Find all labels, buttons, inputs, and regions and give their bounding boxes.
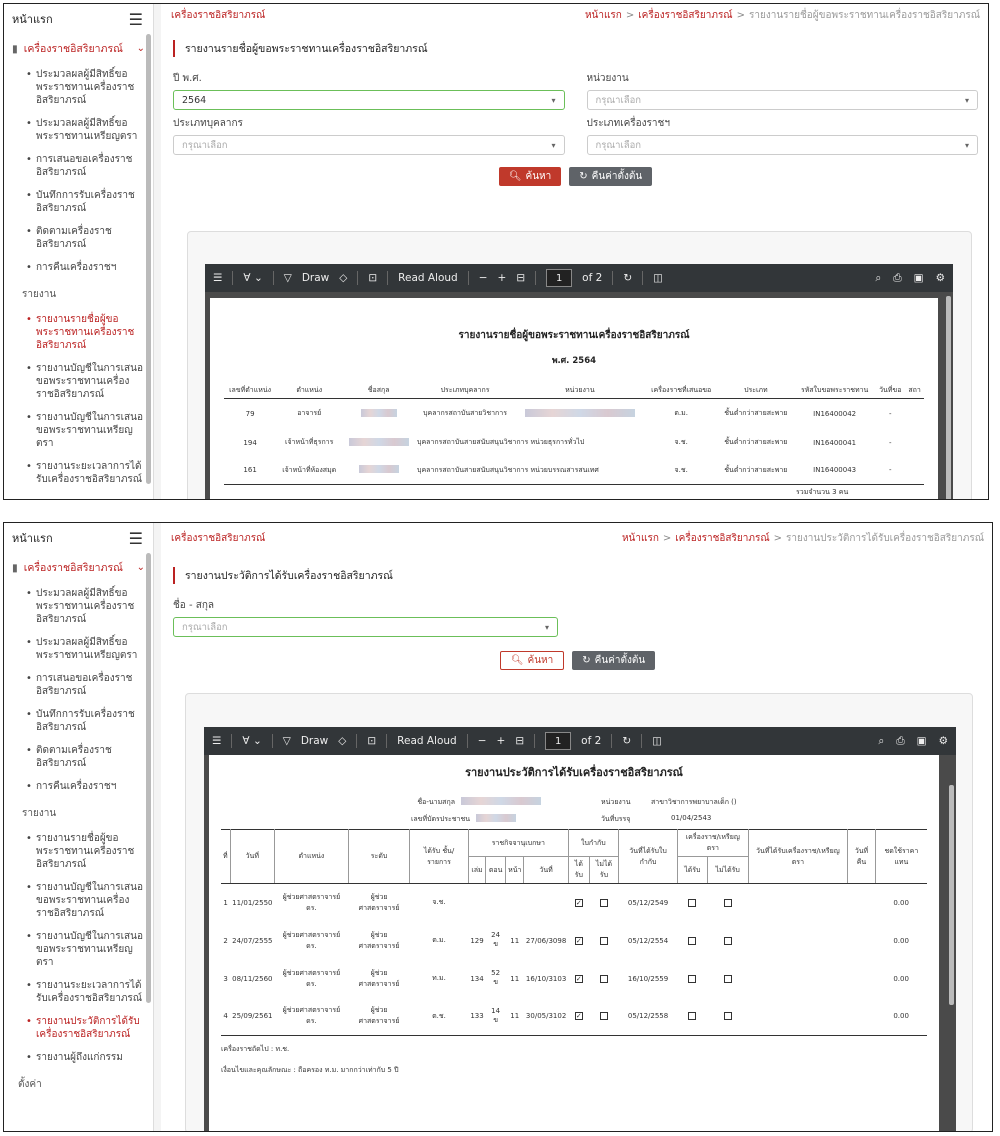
checkbox-unchecked (600, 1012, 608, 1020)
search-icon[interactable]: ⌕ (878, 734, 885, 747)
panel-title: รายงานประวัติการได้รับเครื่องราชอิสริยาภรณ์ (173, 567, 982, 584)
sidebar-item[interactable]: • การเสนอขอเครื่องราชอิสริยาภรณ์ (26, 673, 133, 697)
contents-icon[interactable]: ☰ (213, 272, 223, 284)
next-decoration-note: เครื่องราชถัดไป : ท.ช. (221, 1045, 290, 1053)
eraser-icon[interactable]: ◇ (338, 735, 347, 747)
sidebar-section-settings: ตั้งค่า (18, 1079, 42, 1090)
sidebar (4, 4, 154, 499)
two-page-icon[interactable]: ◫ (652, 735, 663, 747)
chevron-down-icon: ⌄ (136, 562, 145, 573)
main-content (161, 523, 992, 1131)
sidebar-item[interactable]: • ประมวลผลผู้มีสิทธิ์ขอพระราชทานเหรียญตรา (26, 637, 138, 661)
checkbox-checked (575, 937, 583, 945)
decoration-type-select[interactable]: กรุณาเลือก ▾ (587, 135, 979, 155)
panel-title: รายงานรายชื่อผู้ขอพระราชทานเครื่องราชอิสริยาภรณ์ (173, 40, 978, 57)
screenshot-1 (3, 3, 989, 500)
settings-icon[interactable]: ⚙ (935, 271, 945, 284)
report-year: พ.ศ. 2564 (551, 356, 597, 366)
chevron-down-icon: ⌄ (136, 43, 145, 54)
sidebar-group-decorations[interactable] (4, 34, 153, 63)
page-count: of 2 (581, 735, 602, 747)
checkbox-unchecked (724, 1012, 732, 1020)
breadcrumb-home[interactable]: หน้าแรก (621, 532, 659, 544)
draw-button[interactable]: Draw (300, 735, 329, 747)
sidebar-item[interactable]: • รายงานบัญชีในการเสนอขอพระราชทานเครื่องราชอิสริยาภรณ์ (26, 363, 143, 400)
checkbox-unchecked (600, 975, 608, 983)
col-header: วันที่ขอ (879, 386, 902, 394)
main-content (161, 4, 988, 499)
sidebar-item-active[interactable]: • รายงานรายชื่อผู้ขอพระราชทานเครื่องราชอิสริยาภรณ์ (26, 314, 135, 351)
sidebar-item[interactable]: • บันทึกการรับเครื่องราชอิสริยาภรณ์ (26, 190, 135, 214)
sidebar-item[interactable]: • ประมวลผลผู้มีสิทธิ์ขอพระราชทานเหรียญตรา (26, 118, 138, 142)
checkbox-unchecked (688, 899, 696, 907)
text-icon[interactable]: ⊡ (368, 272, 378, 284)
pdf-scrollbar[interactable] (946, 296, 951, 500)
col-header: รหัสใบขอพระราชทาน (800, 386, 869, 394)
sidebar-item[interactable]: • รายงานระยะเวลาการได้รับเครื่องราชอิสริยาภรณ์ (26, 980, 143, 1004)
draw-button[interactable]: Draw (301, 272, 330, 284)
sidebar-item[interactable]: • การเสนอขอเครื่องราชอิสริยาภรณ์ (26, 154, 133, 178)
zoom-out-icon[interactable]: − (478, 272, 488, 284)
save-icon[interactable]: ▣ (913, 271, 924, 284)
staff-type-select[interactable]: กรุณาเลือก ▾ (173, 135, 565, 155)
sidebar-group-decorations[interactable] (4, 553, 153, 582)
clipboard-icon: ▮ (12, 42, 18, 55)
breadcrumb-home[interactable]: หน้าแรก (584, 9, 622, 21)
search-button[interactable]: 🔍︎ ค้นหา (499, 167, 561, 186)
breadcrumb: หน้าแรก > เครื่องราชอิสริยาภรณ์ > รายงานรายชื่อผู้ขอพระราชทานเครื่องราชอิสริยาภรณ์ (584, 9, 980, 21)
checkbox-checked (575, 899, 583, 907)
sidebar-section-report: รายงาน (22, 808, 57, 819)
sidebar-item[interactable]: • ประมวลผลผู้มีสิทธิ์ขอพระราชทานเครื่องราชอิสริยาภรณ์ (26, 588, 135, 625)
contents-icon[interactable]: ☰ (212, 735, 222, 747)
fit-page-icon[interactable]: ⊟ (515, 735, 525, 747)
start-field-label: วันที่บรรจุ (601, 815, 631, 823)
start-field-value: 01/04/2543 (671, 814, 712, 822)
breadcrumb-current: รายงานประวัติการได้รับเครื่องราชอิสริยาภรณ์ (786, 532, 984, 544)
breadcrumb-mid[interactable]: เครื่องราชอิสริยาภรณ์ (638, 9, 733, 21)
reset-button[interactable]: ↻ คืนค่าตั้งต้น (569, 167, 652, 186)
page-count: of 2 (582, 272, 603, 284)
condition-note: เงื่อนไขและคุณลักษณะ : ถือครอง ท.ม. มากกว่าเท่ากับ 5 ปี (221, 1066, 399, 1074)
checkbox-unchecked (600, 899, 608, 907)
pdf-toolbar (205, 264, 953, 292)
breadcrumb: หน้าแรก > เครื่องราชอิสริยาภรณ์ > รายงานประวัติการได้รับเครื่องราชอิสริยาภรณ์ (621, 532, 984, 544)
pdf-page (210, 298, 938, 500)
eraser-icon[interactable]: ◇ (339, 272, 348, 284)
sidebar-item[interactable]: • รายงานระยะเวลาการได้รับเครื่องราชอิสริยาภรณ์ (26, 461, 143, 485)
redacted-name (361, 409, 397, 417)
history-table: ที่ วันที่ ตำแหน่ง ระดับ ได้รับ ชั้น/รายการ ราชกิจจานุเบกษา ใบกำกับ วันที่ได้รับใบกำกับ เครื่องราช/เหรียญตรา วันที่ได้รับเครื่องราช/เหรียญตรา วันที่คืน ชดใช้ราคาแทน เล่ม ตอน หน้า วันที่ ได้รับ ไม่ได้รับ ได้รับ ไม่ได้รับ 1 11/01/2550 ผู้ช่วยศาสตราจารย์ ดร. ผู้ช่วยศาสตราจารย์ จ.ช. ✓ 05/12/2549 0.00 2 24/07/2555 ผู้ช่วยศาสตราจารย์ ดร. ผู้ช่วยศาสตราจารย์ ต.ม. 129 24 ข 11 27/06/3098 ✓ 05/12/2554 0.00 3 08/11/2560 ผู้ช่วยศาสตราจารย์ ดร. ผู้ช่วยศาสตราจารย์ ท.ม. 134 52 ข 11 16/10/3103 ✓ 16/10/2559 0.00 4 25/09/2561 ผู้ช่วยศาสตราจารย์ ดร. ผู้ช่วยศาสตราจารย์ ต.ช. 133 14 ข 11 30/05/3102 ✓ 05/12/2558 0.00 (221, 829, 927, 1036)
year-select[interactable]: 2564 ▾ (173, 90, 565, 110)
page-number-input[interactable]: 1 (546, 269, 572, 287)
redacted-id (476, 814, 516, 822)
screenshot-2 (3, 522, 993, 1132)
reset-button[interactable]: ↻ คืนค่าตั้งต้น (572, 651, 655, 670)
checkbox-unchecked (724, 975, 732, 983)
year-label: ปี พ.ศ. (173, 73, 202, 84)
sidebar-item[interactable]: • ติดตามเครื่องราชอิสริยาภรณ์ (26, 226, 112, 250)
sidebar-group-label: เครื่องราชอิสริยาภรณ์ (23, 562, 123, 574)
staff-type-label: ประเภทบุคลากร (173, 118, 243, 129)
sidebar-item[interactable]: • ติดตามเครื่องราชอิสริยาภรณ์ (26, 745, 112, 769)
hamburger-menu-icon[interactable]: ☰ (128, 9, 143, 29)
page-section-title: เครื่องราชอิสริยาภรณ์ (171, 9, 266, 21)
col-header: เครื่องราชที่เสนอขอ (651, 386, 712, 394)
rotate-icon[interactable]: ↻ (622, 735, 632, 747)
unit-label: หน่วยงาน (586, 73, 629, 84)
unit-field-label: หน่วยงาน (601, 798, 631, 806)
checkbox-unchecked (600, 937, 608, 945)
sidebar-item[interactable]: • รายงานบัญชีในการเสนอขอพระราชทานเหรียญตรา (26, 931, 143, 968)
settings-icon[interactable]: ⚙ (938, 734, 948, 747)
col-header: เลขที่ตำแหน่ง (229, 386, 272, 394)
topbar (161, 4, 988, 26)
chevron-down-icon: ▾ (544, 622, 549, 632)
sidebar-item[interactable]: • การคืนเครื่องราชฯ (26, 781, 117, 792)
report-title: รายงานประวัติการได้รับเครื่องราชอิสริยาภรณ์ (465, 766, 683, 779)
checkbox-checked (575, 1012, 583, 1020)
save-icon[interactable]: ▣ (916, 734, 927, 747)
page-section-title: เครื่องราชอิสริยาภรณ์ (171, 532, 266, 544)
sidebar-scrollbar[interactable] (146, 34, 151, 484)
filter-panel (161, 553, 992, 1132)
redacted-name (359, 465, 399, 473)
chevron-down-icon: ▾ (964, 95, 969, 105)
page-number-input[interactable]: 1 (545, 732, 571, 750)
pdf-document-area (205, 292, 953, 500)
breadcrumb-mid[interactable]: เครื่องราชอิสริยาภรณ์ (675, 532, 770, 544)
sidebar-item[interactable]: • การคืนเครื่องราชฯ (26, 262, 117, 273)
table-row-total: รวมจำนวน 3 คน (224, 485, 924, 501)
name-label: ชื่อ - สกุล (173, 600, 215, 611)
chevron-down-icon: ▾ (964, 140, 969, 150)
table-row: 2 24/07/2555 ผู้ช่วยศาสตราจารย์ ดร. ผู้ช่วยศาสตราจารย์ ต.ม. 129 24 ข 11 27/06/3098 ✓ 05/12/2554 0.00 (221, 922, 927, 960)
sidebar-item[interactable]: • รายงานบัญชีในการเสนอขอพระราชทานเหรียญตรา (26, 412, 143, 449)
unit-select[interactable]: กรุณาเลือก ▾ (587, 90, 979, 110)
sidebar-item[interactable]: • รายงานรายชื่อผู้ขอพระราชทานเครื่องราชอิสริยาภรณ์ (26, 833, 135, 870)
zoom-in-icon[interactable]: + (496, 735, 506, 747)
redacted-name (461, 797, 541, 805)
rotate-icon[interactable]: ↻ (623, 272, 633, 284)
redacted-name (349, 438, 409, 446)
sidebar-item-active[interactable]: • รายงานประวัติการได้รับเครื่องราชอิสริยาภรณ์ (26, 1016, 140, 1040)
report-table (224, 383, 924, 500)
table-row: 1 11/01/2550 ผู้ช่วยศาสตราจารย์ ดร. ผู้ช่วยศาสตราจารย์ จ.ช. ✓ 05/12/2549 0.00 (221, 884, 927, 922)
clipboard-icon: ▮ (12, 561, 18, 574)
col-header: ชื่อสกุล (367, 386, 390, 394)
search-icon: 🔍︎ (510, 655, 524, 666)
sidebar-group-label: เครื่องราชอิสริยาภรณ์ (23, 43, 123, 55)
print-icon[interactable]: ⎙ (896, 734, 905, 747)
two-page-icon[interactable]: ◫ (653, 272, 664, 284)
checkbox-unchecked (688, 1012, 696, 1020)
table-row: 194 เจ้าหน้าที่ธุรการ บุคลากรสถาบันสายสนับสนุนวิชาการ หน่วยธุรการทั่วไป จ.ช. ชั้นต่ำกว่าสายสะพาย IN16400041 - (243, 438, 892, 447)
print-icon[interactable]: ⎙ (893, 271, 902, 284)
zoom-out-icon[interactable]: − (477, 735, 487, 747)
checkbox-unchecked (688, 975, 696, 983)
table-row: 161 เจ้าหน้าที่ห้องสมุด บุคลากรสถาบันสายสนับสนุนวิชาการ หน่วยบรรณสารสนเทศ จ.ช. ชั้นต่ำกว่าสายสะพาย IN16400043 - (224, 457, 924, 485)
col-header: ประเภทบุคลากร (440, 386, 490, 394)
table-row: 79 อาจารย์ บุคลากรสถาบันสายวิชาการ ต.ม. ชั้นต่ำกว่าสายสะพาย IN16400042 - (245, 409, 892, 418)
hamburger-menu-icon[interactable]: ☰ (128, 528, 143, 548)
sidebar-item[interactable]: • บันทึกการรับเครื่องราชอิสริยาภรณ์ (26, 709, 135, 733)
sidebar-item[interactable]: • ประมวลผลผู้มีสิทธิ์ขอพระราชทานเครื่องราชอิสริยาภรณ์ (26, 69, 135, 106)
highlight-icon[interactable]: ∀ ⌄ (243, 272, 263, 284)
col-header: หน่วยงาน (565, 386, 595, 394)
sidebar-home-link[interactable]: หน้าแรก (12, 13, 53, 26)
sidebar-section-report: รายงาน (22, 289, 57, 300)
checkbox-unchecked (724, 899, 732, 907)
decoration-type-label: ประเภทเครื่องราชฯ (586, 118, 670, 129)
id-field-label: เลขที่บัตรประชาชน (410, 815, 470, 823)
pdf-page (209, 755, 939, 1132)
search-icon: 🔍︎ (508, 171, 522, 182)
draw-icon[interactable]: ▽ (283, 272, 292, 284)
read-aloud-button[interactable]: Read Aloud (398, 272, 458, 284)
search-button[interactable]: 🔍︎ ค้นหา (500, 651, 564, 670)
name-field-label: ชื่อ-นามสกุล (417, 798, 455, 806)
chevron-down-icon: ▾ (551, 140, 556, 150)
redacted-unit (525, 409, 635, 417)
highlight-icon[interactable]: ∀ ⌄ (242, 735, 262, 747)
refresh-icon: ↻ (579, 171, 588, 182)
sidebar-item[interactable]: • รายงานผู้ถึงแก่กรรม (26, 1052, 123, 1063)
filter-panel (161, 26, 988, 500)
name-select[interactable]: กรุณาเลือก ▾ (173, 617, 558, 637)
draw-icon[interactable]: ▽ (282, 735, 291, 747)
report-title: รายงานรายชื่อผู้ขอพระราชทานเครื่องราชอิสริยาภรณ์ (458, 330, 690, 341)
zoom-in-icon[interactable]: + (497, 272, 507, 284)
col-header: ตำแหน่ง (296, 386, 323, 394)
checkbox-unchecked (688, 937, 696, 945)
col-header: ประเภท (744, 386, 768, 394)
search-icon[interactable]: ⌕ (875, 271, 882, 284)
sidebar-scrollbar[interactable] (146, 553, 151, 1003)
table-row: 4 25/09/2561 ผู้ช่วยศาสตราจารย์ ดร. ผู้ช่วยศาสตราจารย์ ต.ช. 133 14 ข 11 30/05/3102 ✓ 05/12/2558 0.00 (221, 998, 927, 1036)
breadcrumb-current: รายงานรายชื่อผู้ขอพระราชทานเครื่องราชอิสริยาภรณ์ (748, 9, 980, 21)
fit-page-icon[interactable]: ⊟ (516, 272, 526, 284)
checkbox-checked (575, 975, 583, 983)
read-aloud-button[interactable]: Read Aloud (397, 735, 457, 747)
table-row: 3 08/11/2560 ผู้ช่วยศาสตราจารย์ ดร. ผู้ช่วยศาสตราจารย์ ท.ม. 134 52 ข 11 16/10/3103 ✓ 16/10/2559 0.00 (221, 960, 927, 998)
refresh-icon: ↻ (582, 655, 591, 666)
topbar (161, 523, 992, 553)
col-header: สถา (908, 386, 921, 394)
sidebar-item[interactable]: • รายงานบัญชีในการเสนอขอพระราชทานเครื่องราชอิสริยาภรณ์ (26, 882, 143, 919)
checkbox-unchecked (724, 937, 732, 945)
text-icon[interactable]: ⊡ (367, 735, 377, 747)
sidebar-home-link[interactable]: หน้าแรก (12, 532, 53, 545)
sidebar (4, 523, 154, 1131)
pdf-scrollbar[interactable] (949, 785, 954, 1005)
pdf-toolbar (204, 727, 956, 755)
unit-field-value: สาขาวิชาการพยาบาลเด็ก () (651, 798, 737, 806)
pdf-document-area (204, 755, 956, 1132)
chevron-down-icon: ▾ (551, 95, 556, 105)
